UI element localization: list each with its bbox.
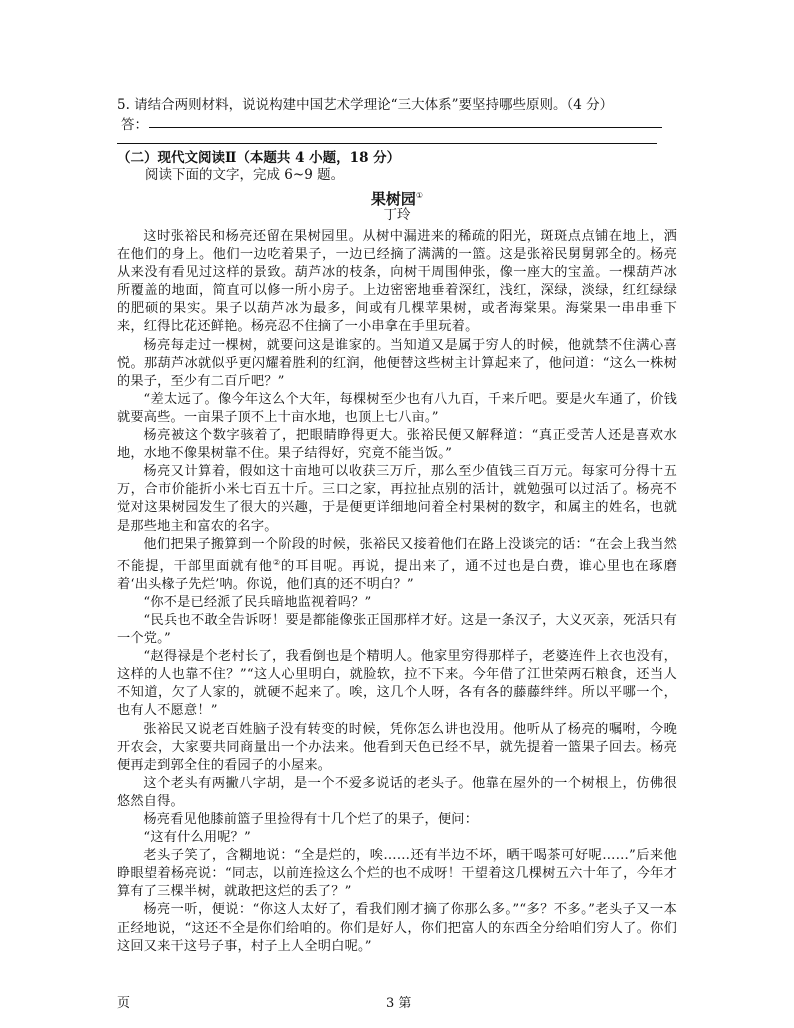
paragraph: “这有什么用呢？” xyxy=(143,830,251,846)
article-body xyxy=(117,228,677,956)
paragraph: 杨亮看见他膝前篮子里捡得有十几个烂了的果子，便问： xyxy=(143,812,479,827)
section-heading: （二）现代文阅读Ⅱ（本题共 4 小题，18 分） xyxy=(117,150,401,166)
answer-label: 答： xyxy=(121,117,148,133)
footnote-mark: ② xyxy=(272,557,282,567)
paragraph: “民兵也不敢全告诉呀！要是都能像张正国那样才好。这是一条汉子，大义灭亲，死活只有一个党。” xyxy=(117,612,677,647)
page-number: 3 第 xyxy=(386,996,412,1011)
paragraph: 杨亮又计算着，假如这十亩地可以收获三万斤，那么至少值钱三百万元。每家可分得十五万，合市价能折小米七百五十斤。三口之家，再拉扯点别的活计，就勉强可以过活了。杨亮不觉对这果树园发生了很大的兴趣，于是便更详细地问着全村果树的数字，和属主的姓名，也就是那些地主和富农的名字。 xyxy=(117,464,677,534)
article-title-text: 果树园 xyxy=(370,190,416,208)
paragraph: 这个老头有两撇八字胡，是一个不爱多说话的老头子。他靠在屋外的一个树根上，仿佛很悠然自得。 xyxy=(117,775,677,809)
paragraph: 老头子笑了，含糊地说：“全是烂的，唉……还有半边不坏，晒干喝茶可好呢……”后来他睁眼望着杨亮说：“同志，以前连捡这么个烂的也不成呀！干望着这几棵树五六十年了，今年才算有了三棵半树，就敢把这烂的丢了？” xyxy=(117,848,677,900)
title-footnote-mark: ① xyxy=(415,191,424,200)
paragraph: “赵得禄是个老村长了，我看倒也是个精明人。他家里穷得那样子，老婆连件上衣也没有，这样的人也靠不住？”“这人心里明白，就脸软，拉不下来。今年借了江世荣两石粮食，还当人不知道，欠了人家的，就硬不起来了。唉，这几个人呀，各有各的藤藤绊绊。所以平哪一个，也有人不愿意！” xyxy=(117,649,677,719)
paragraph: 杨亮一听，便说：“你这人太好了，看我们刚才摘了你那么多。”“多？不多。”老头子又一本正经地说，“这还不全是你们给咱的。你们是好人，你们把富人的东西全分给咱们穷人了。你们这回又来干这号子事，村子上人全明白呢。” xyxy=(117,902,677,954)
answer-line-1 xyxy=(149,127,662,128)
question-5: 5. 请结合两则材料，说说构建中国艺术学理论“三大体系”要坚持哪些原则。（4 分） xyxy=(117,97,614,113)
paragraph: “你不是已经派了民兵暗地监视着吗？” xyxy=(143,594,372,610)
footer-left: 页 xyxy=(117,996,131,1011)
paragraph: 他们把果子搬算到一个阶段的时候，张裕民又接着他们在路上没谈完的话：“在会上我当然不能提，干部里面就有他②的耳目呢。再说，提出来了，通不过也是白费，谁心里也在琢磨着‘出头椽子先烂’呐。你说，他们真的还不明白？” xyxy=(117,536,677,592)
paragraph: 这时张裕民和杨亮还留在果树园里。从树中漏进来的稀疏的阳光，斑斑点点铺在地上，洒在他们的身上。他们一边吃着果子，一边已经摘了满满的一篮。这是张裕民舅舅郭全的。杨亮从来没有看见过这样的景致。葫芦冰的枝条，向树干周围伸张，像一座大的宝盖。一棵葫芦冰所覆盖的地面，简直可以修一所小房子。上边密密地垂着深红，浅红，深绿，淡绿，红红绿绿的肥硕的果实。果子以葫芦冰为最多，间或有几棵苹果树，或者海棠果。海棠果一串串垂下来，红得比花还鲜艳。杨亮忍不住摘了一小串拿在手里玩着。 xyxy=(117,229,677,335)
article-author: 丁玲 xyxy=(383,207,411,223)
section-instruction: 阅读下面的文字，完成 6~9 题。 xyxy=(145,167,345,183)
answer-line-2 xyxy=(117,143,657,144)
paragraph: 杨亮被这个数字骇着了，把眼睛睁得更大。张裕民便又解释道：“真正受苦人还是喜欢水地，水地不像果树靠不住。果子结得好，究竟不能当饭。” xyxy=(117,428,677,462)
answer-field[interactable] xyxy=(117,113,662,131)
paragraph: “差太远了。像今年这么个大年，每棵树至少也有八九百，千来斤吧。要是火车通了，价钱就要高些。一亩果子顶不上十亩水地，也顶上七八亩。” xyxy=(117,391,677,425)
paragraph: 杨亮每走过一棵树，就要问这是谁家的。当知道又是属于穷人的时候，他就禁不住满心喜悦。那葫芦冰就似乎更闪耀着胜利的红润，他便替这些树主计算起来了，他问道：“这么一株树的果子，至少有二百斤吧？” xyxy=(117,337,677,389)
paragraph: 张裕民又说老百姓脑子没有转变的时候，凭你怎么讲也没用。他听从了杨亮的嘱咐，今晚开农会，大家要共同商量出一个办法来。他看到天色已经不早，就先提着一篮果子回去。杨亮便再走到郭全住的看园子的小屋来。 xyxy=(117,721,677,773)
